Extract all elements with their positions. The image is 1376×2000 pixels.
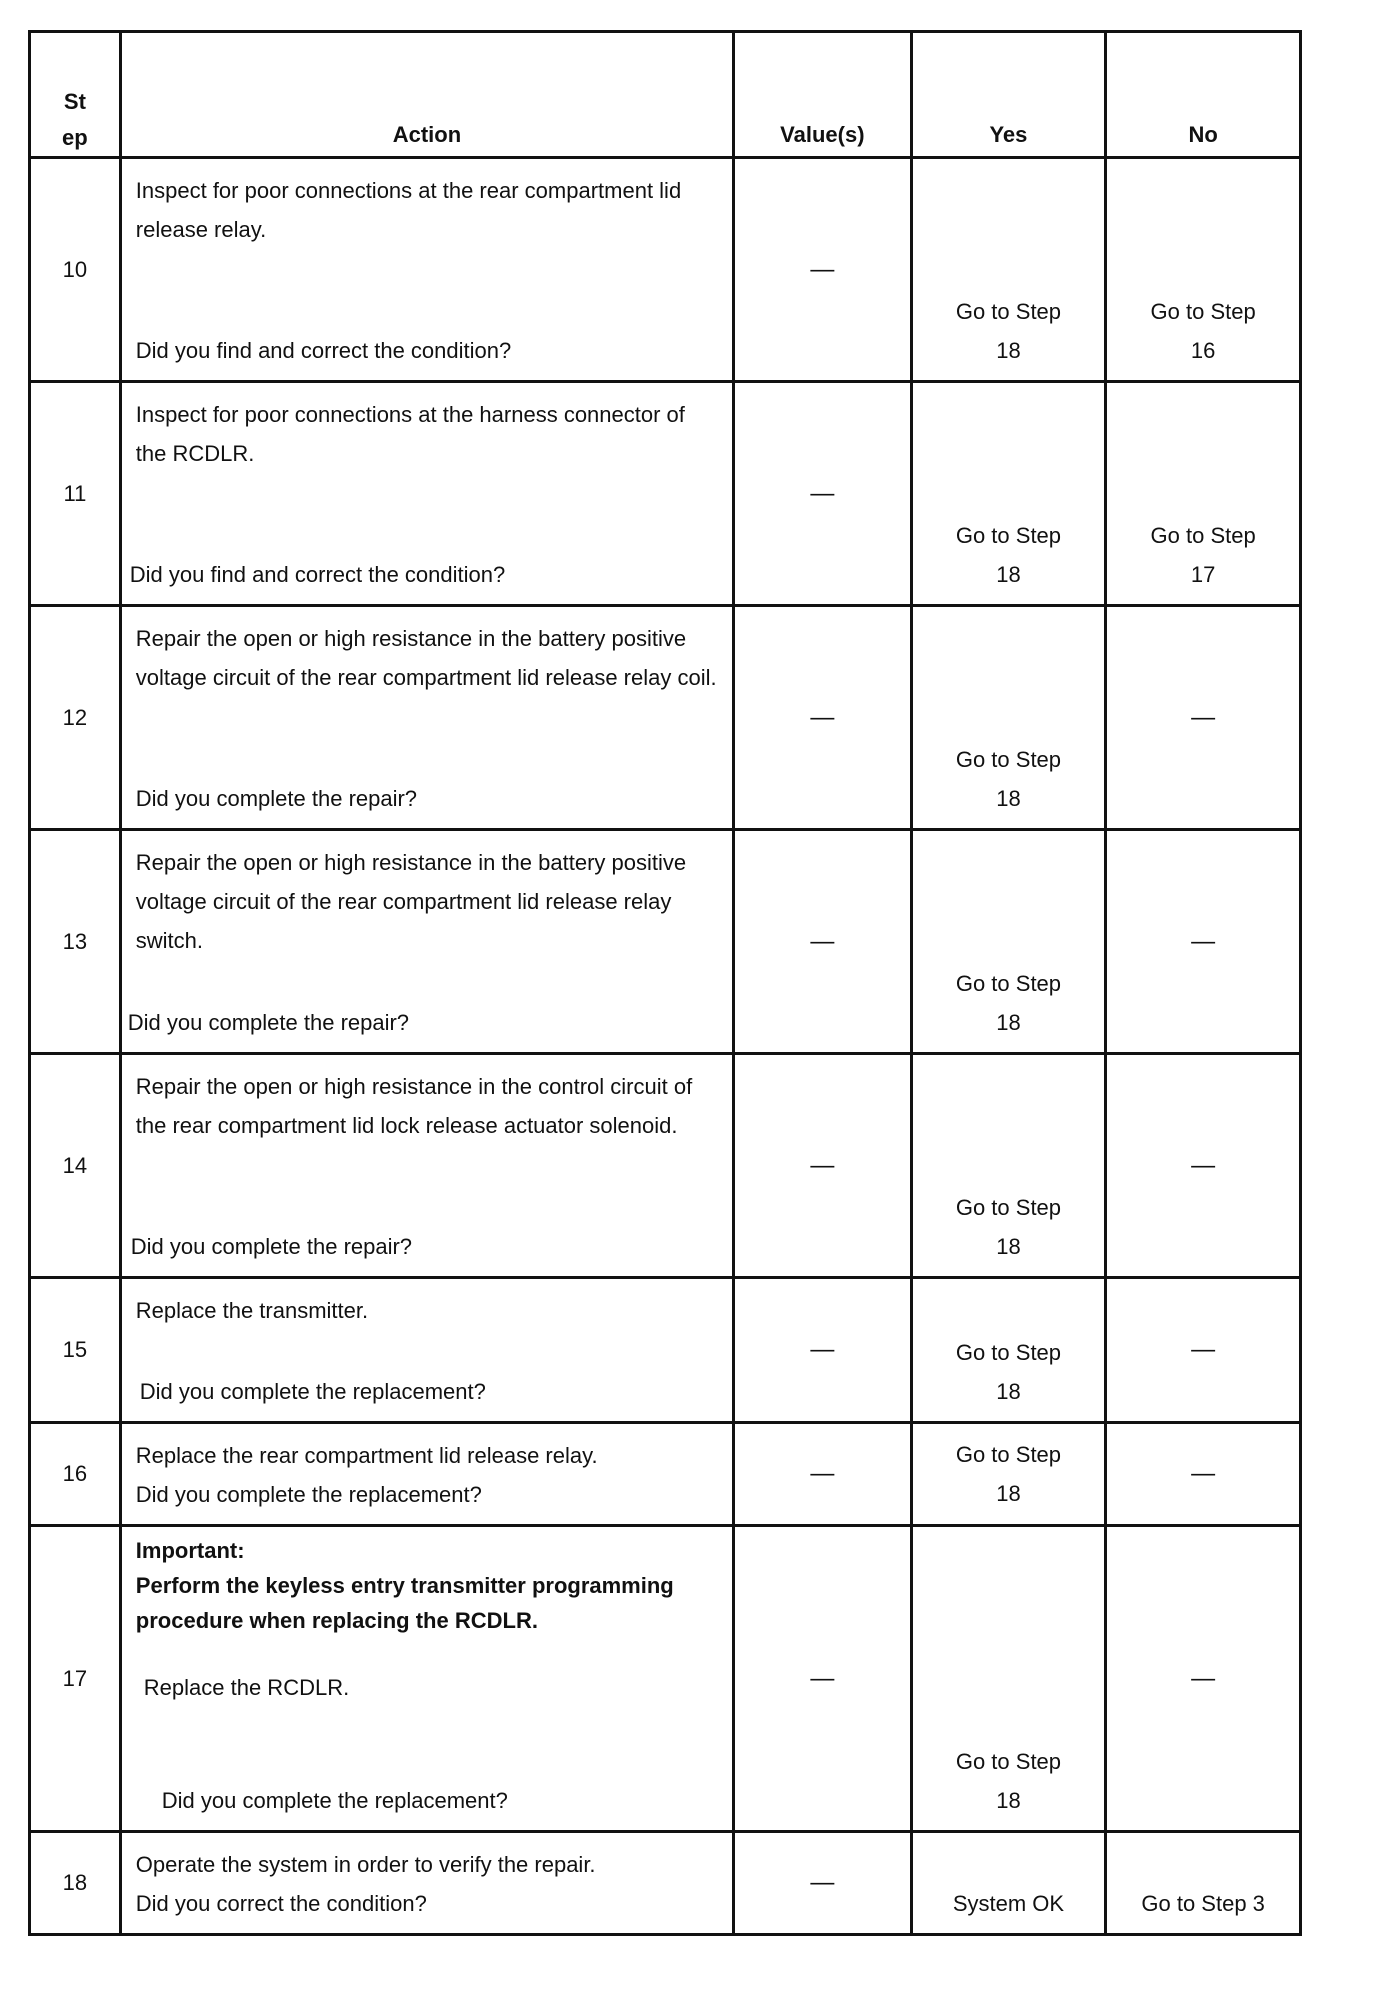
no-cell: — [1106,1423,1301,1526]
table-row-step-17 [30,1526,1301,1832]
yes-cell [911,1526,1106,1832]
action-question: Did you find and correct the condition? [129,562,506,587]
yes-step-number: 18 [996,1788,1021,1813]
yes-cell [911,1423,1106,1526]
action-cell [120,1423,733,1526]
yes-step-number: 18 [996,1010,1021,1035]
yes-goto-label: Go to Step [955,1442,1062,1467]
yes-cell [911,158,1106,382]
yes-cell [911,830,1106,1054]
action-text: Inspect for poor connections at the rear compartment lid release relay. [135,178,682,242]
action-question: Did you complete the replacement? [135,1482,482,1507]
table-row-step-10 [30,158,1301,382]
action-cell [120,1526,733,1832]
no-cell: — [1106,1054,1301,1278]
yes-goto-label: Go to Step [955,747,1062,772]
step-number: 16 [30,1423,121,1526]
no-cell: — [1106,830,1301,1054]
action-text: Replace the transmitter. [135,1298,369,1323]
value-cell: — [734,1054,912,1278]
no-step-number: 16 [1190,338,1216,363]
step-number: 15 [30,1278,121,1423]
action-question: Did you find and correct the condition? [135,338,512,363]
important-label: Important: [135,1538,245,1563]
step-number: 10 [30,158,121,382]
header-step [30,32,121,158]
value-cell: — [734,1278,912,1423]
header-values: Value(s) [734,32,912,158]
no-cell: — [1106,1278,1301,1423]
table-row-step-14 [30,1054,1301,1278]
action-cell [120,1054,733,1278]
yes-step-number: 18 [996,1234,1021,1259]
no-cell [1106,158,1301,382]
action-cell [120,158,733,382]
action-cell [120,1278,733,1423]
no-cell: — [1106,606,1301,830]
action-question: Did you complete the replacement? [161,1788,508,1813]
no-goto-label: Go to Step [1150,299,1256,324]
step-number: 13 [30,830,121,1054]
value-cell: — [734,1832,912,1935]
table-row-step-11 [30,382,1301,606]
action-question: Did you complete the repair? [127,1010,410,1035]
step-number: 11 [30,382,121,606]
value-cell: — [734,1526,912,1832]
action-text: Repair the open or high resistance in the control circuit of the rear compartment lid lock release actuator solenoid. [135,1074,693,1138]
yes-step-number: 18 [996,562,1021,587]
yes-cell: System OK [911,1832,1106,1935]
yes-goto-label: Go to Step [955,299,1062,324]
action-cell [120,606,733,830]
step-number: 18 [30,1832,121,1935]
step-number: 14 [30,1054,121,1278]
important-text: Perform the keyless entry transmitter programming procedure when replacing the RCDLR. [135,1573,674,1633]
header-action: Action [120,32,733,158]
header-step-line2: ep [62,125,88,150]
action-cell [120,830,733,1054]
step-number: 17 [30,1526,121,1832]
yes-goto-label: Go to Step [955,1195,1062,1220]
table-row-step-12 [30,606,1301,830]
no-goto-label: Go to Step [1150,523,1256,548]
yes-cell [911,606,1106,830]
yes-step-number: 18 [996,338,1021,363]
yes-goto-label: Go to Step [955,971,1062,996]
yes-goto-label: Go to Step [955,1749,1062,1774]
no-cell: Go to Step 3 [1106,1832,1301,1935]
action-cell [120,1832,733,1935]
yes-goto-label: Go to Step [955,1340,1062,1365]
action-text: Replace the RCDLR. [143,1675,350,1700]
action-cell [120,382,733,606]
diagnostic-table [28,30,1302,1936]
no-cell: — [1106,1526,1301,1832]
table-row-step-18 [30,1832,1301,1935]
no-step-number: 17 [1190,562,1216,587]
yes-step-number: 18 [996,1481,1021,1506]
action-text: Repair the open or high resistance in the battery positive voltage circuit of the rear compartment lid release relay coil. [135,626,717,690]
value-cell: — [734,158,912,382]
value-cell: — [734,382,912,606]
action-question: Did you complete the repair? [130,1234,413,1259]
action-text: Operate the system in order to verify the repair. [135,1852,596,1877]
action-question: Did you correct the condition? [135,1891,427,1916]
no-cell [1106,382,1301,606]
value-cell: — [734,606,912,830]
action-text: Inspect for poor connections at the harness connector of the RCDLR. [135,402,685,466]
yes-cell [911,1054,1106,1278]
header-row [30,32,1301,158]
action-question: Did you complete the repair? [135,786,418,811]
yes-goto-label: Go to Step [955,523,1062,548]
header-step-line1: St [63,89,86,114]
yes-step-number: 18 [996,1379,1021,1404]
header-yes: Yes [911,32,1106,158]
value-cell: — [734,830,912,1054]
action-question: Did you complete the replacement? [139,1379,486,1404]
value-cell: — [734,1423,912,1526]
table-row-step-16 [30,1423,1301,1526]
header-no: No [1106,32,1301,158]
step-number: 12 [30,606,121,830]
yes-cell [911,1278,1106,1423]
yes-step-number: 18 [996,786,1021,811]
table-row-step-13 [30,830,1301,1054]
action-text: Repair the open or high resistance in the battery positive voltage circuit of the rear compartment lid release relay switch. [135,850,687,953]
table-row-step-15 [30,1278,1301,1423]
yes-cell [911,382,1106,606]
action-text: Replace the rear compartment lid release relay. [135,1443,598,1468]
